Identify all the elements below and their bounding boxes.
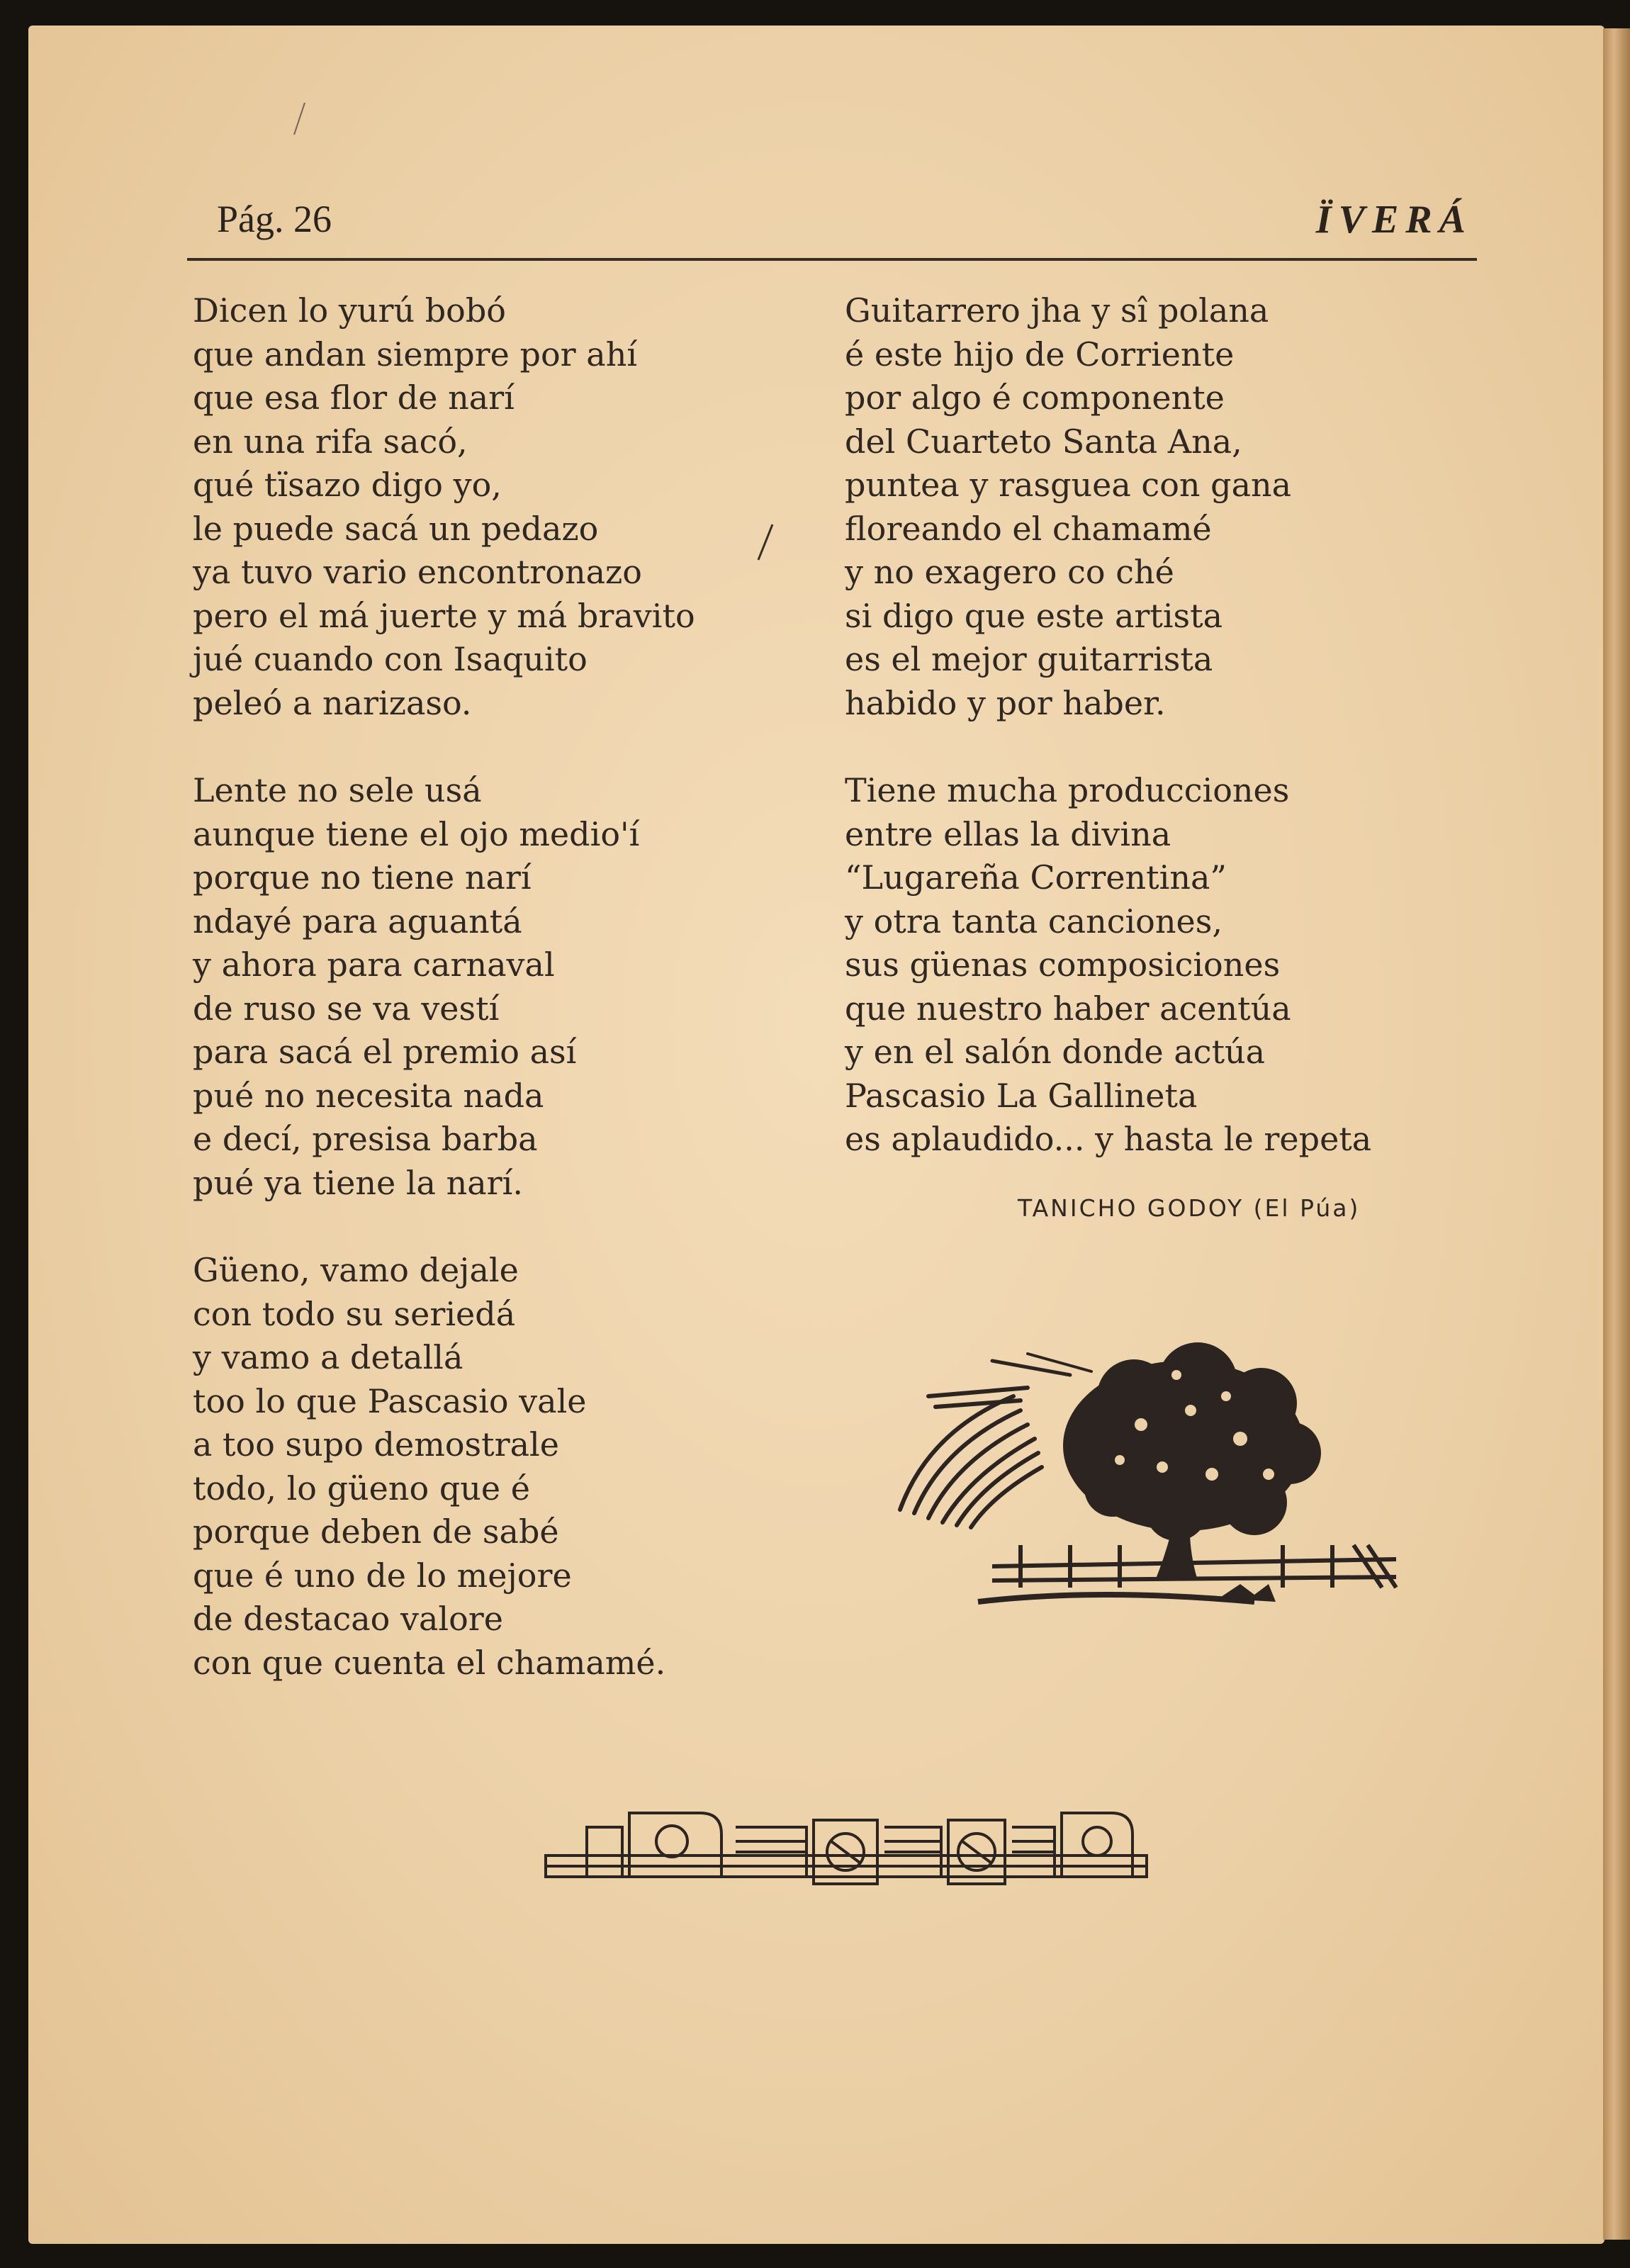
decorative-ornament-band [544,1799,1148,1905]
verse-line: y no exagero co ché [845,553,1174,591]
verse-line: le puede sacá un pedazo [193,509,599,548]
verse-line: é este hijo de Corriente [845,335,1235,374]
verse-line: ya tuvo vario encontronazo [193,553,642,591]
verse-line: es aplaudido... y hasta le repeta [845,1120,1372,1158]
verse-line: Pascasio La Gallineta [845,1076,1198,1115]
verse-line: too lo que Pascasio vale [193,1381,587,1420]
running-head [187,190,1477,261]
verse-line: que andan siempre por ahí [193,335,638,374]
verse-line: e decí, presisa barba [193,1120,538,1158]
verse-line: es el mejor guitarrista [845,640,1213,678]
verse-line: a too supo demostrale [193,1425,559,1464]
stanza-2 [193,769,831,1205]
right-poem-column [845,289,1483,1206]
verse-line: Güeno, vamo dejale [193,1251,519,1289]
verse-line: del Cuarteto Santa Ana, [845,422,1242,461]
verse-line: peleó a narizaso. [193,683,472,722]
verse-line: con que cuenta el chamamé. [193,1643,666,1682]
tree-vignette-illustration [886,1332,1424,1616]
verse-line: para sacá el premio así [193,1033,577,1071]
verse-line: entre ellas la divina [845,814,1171,853]
verse-line: sus güenas composiciones [845,945,1281,984]
verse-line: de ruso se va vestí [193,989,500,1028]
pencil-mark [751,521,780,563]
verse-line: porque deben de sabé [193,1512,559,1551]
next-page-edge [1603,28,1630,2240]
verse-line: Guitarrero jha y sî polana [845,291,1269,330]
verse-line: puntea y rasguea con gana [845,466,1292,504]
verse-line: pué no necesita nada [193,1076,544,1115]
verse-line: ndayé para aguantá [193,902,522,941]
verse-line: en una rifa sacó, [193,422,468,461]
verse-line: Lente no sele usá [193,771,482,809]
stanza-1 [193,289,831,725]
page-number: Pág. 26 [217,198,332,240]
verse-line: y en el salón donde actúa [845,1033,1266,1071]
verse-line: floreando el chamamé [845,509,1212,548]
verse-line: con todo su seriedá [193,1294,516,1333]
verse-line: pué ya tiene la narí. [193,1163,523,1202]
author-signature: TANICHO GODOY (El Púa) [1018,1194,1361,1222]
pencil-mark [283,99,312,142]
journal-title: ÏVERÁ [1315,198,1473,242]
stanza-3 [193,1249,831,1685]
verse-line: de destacao valore [193,1600,504,1638]
verse-line: que esa flor de narí [193,378,515,417]
left-poem-column [193,289,831,1729]
verse-line: Dicen lo yurú bobó [193,291,506,330]
verse-line: aunque tiene el ojo medio'í [193,814,640,853]
verse-line: por algo é componente [845,378,1225,417]
verse-line: jué cuando con Isaquito [193,640,588,678]
verse-line: Tiene mucha producciones [845,771,1290,809]
verse-line: y ahora para carnaval [193,945,555,984]
verse-line: y vamo a detallá [193,1338,463,1376]
verse-line: “Lugareña Correntina” [845,858,1227,897]
verse-line: que é uno de lo mejore [193,1556,572,1595]
verse-line: y otra tanta canciones, [845,902,1222,941]
stanza-4 [845,289,1483,725]
verse-line: porque no tiene narí [193,858,532,897]
verse-line: si digo que este artista [845,596,1223,635]
verse-line: que nuestro haber acentúa [845,989,1291,1028]
verse-line: habido y por haber. [845,683,1166,722]
verse-line: pero el má juerte y má bravito [193,596,695,635]
stanza-5 [845,769,1483,1162]
verse-line: todo, lo güeno que é [193,1469,530,1508]
verse-line: qué tïsazo digo yo, [193,466,502,504]
